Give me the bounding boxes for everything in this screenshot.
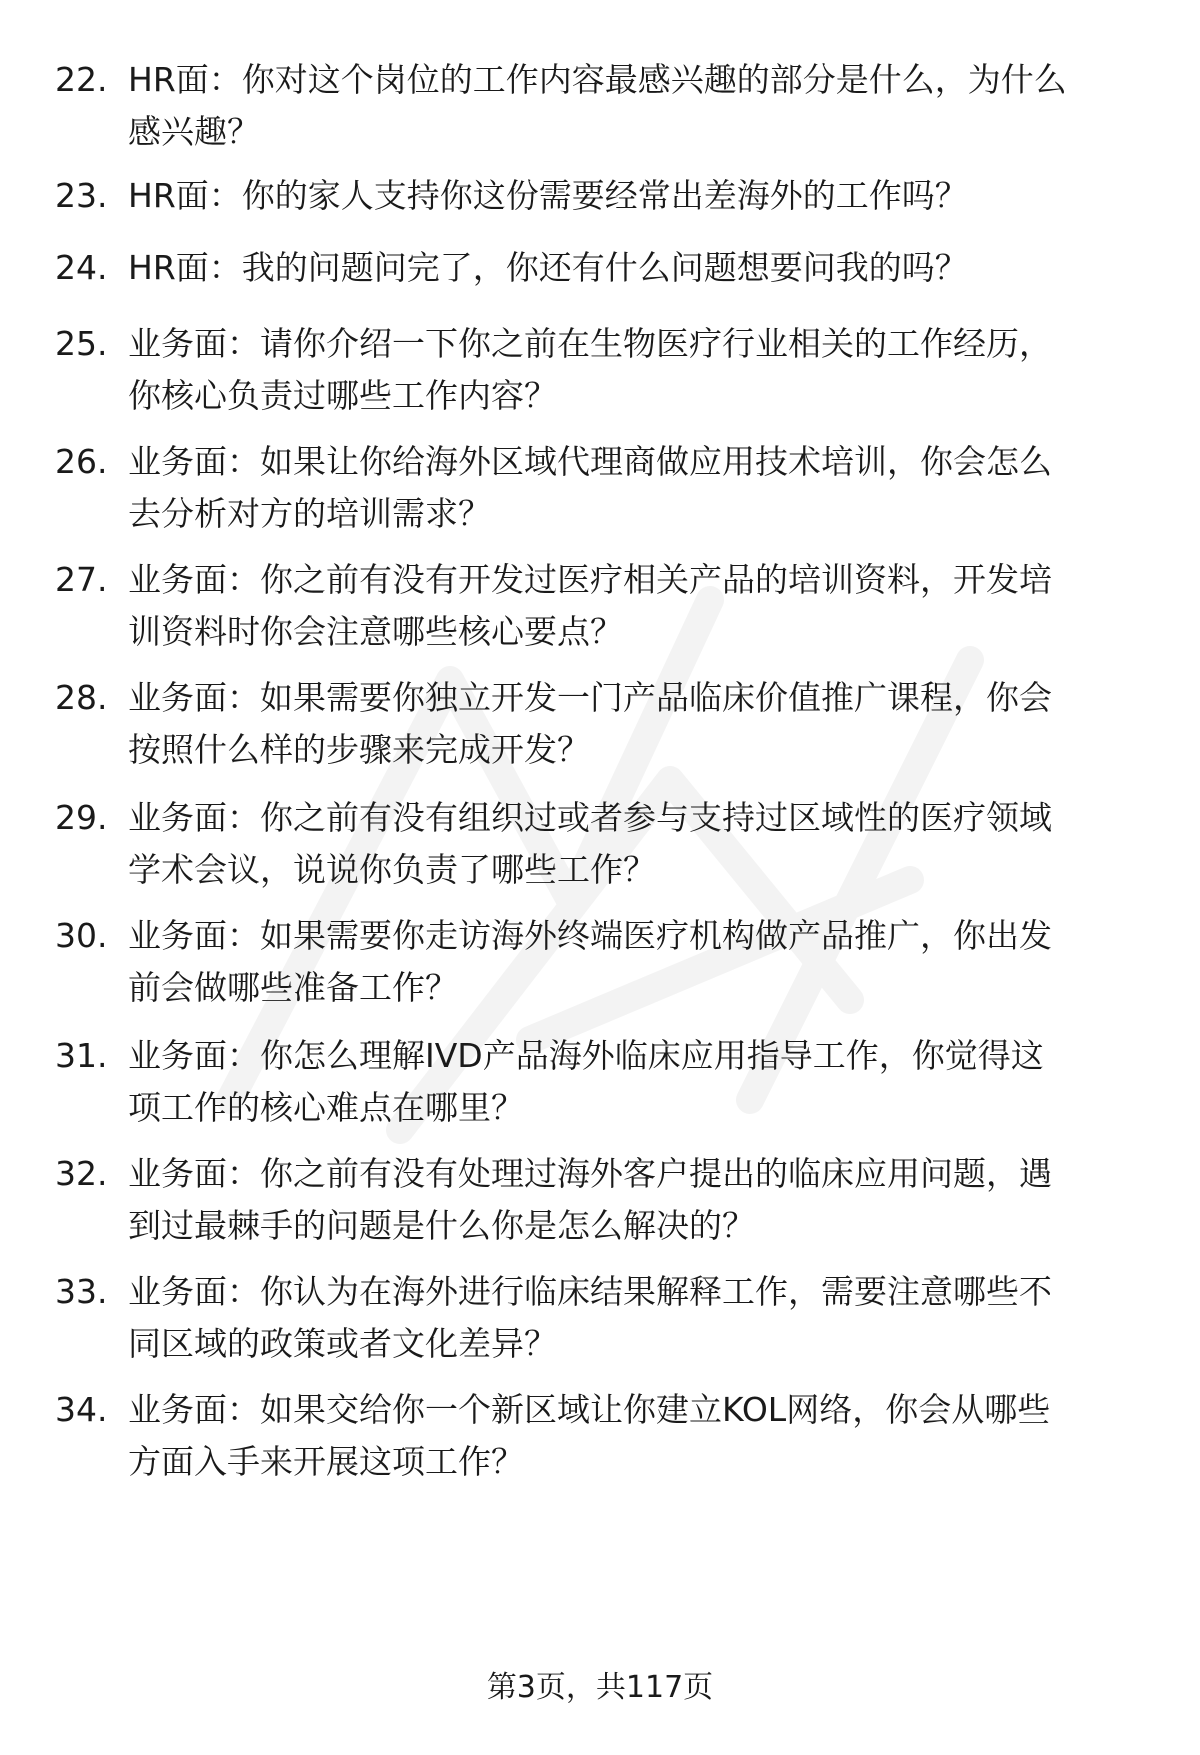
question-number: 33.: [55, 1272, 108, 1311]
question-text: [128, 54, 1148, 158]
question-line: 学术会议，说说你负责了哪些工作？: [128, 850, 656, 889]
question-number: 27.: [55, 560, 108, 599]
question-line: HR面：你对这个岗位的工作内容最感兴趣的部分是什么，为什么: [128, 60, 1067, 99]
question-line: 感兴趣？: [128, 112, 260, 151]
question-line: 方面入手来开展这项工作？: [128, 1442, 524, 1481]
page-number-footer: 第3页，共117页: [486, 1670, 714, 1705]
question-line: 到过最棘手的问题是什么你是怎么解决的？: [128, 1206, 755, 1245]
question-line: 你核心负责过哪些工作内容？: [128, 376, 557, 415]
question-number: 28.: [55, 678, 108, 717]
question-text: [128, 1030, 1148, 1134]
question-line: 业务面：如果需要你独立开发一门产品临床价值推广课程，你会: [128, 678, 1052, 717]
question-text: [128, 554, 1148, 658]
question-line: 按照什么样的步骤来完成开发？: [128, 730, 590, 769]
question-line: 业务面：如果让你给海外区域代理商做应用技术培训，你会怎么: [128, 442, 1052, 481]
question-number: 24.: [55, 248, 108, 287]
question-line: HR面：我的问题问完了，你还有什么问题想要问我的吗？: [128, 248, 968, 287]
question-number: 31.: [55, 1036, 108, 1075]
question-line: 业务面：你怎么理解IVD产品海外临床应用指导工作，你觉得这: [128, 1036, 1044, 1075]
question-number: 29.: [55, 798, 108, 837]
question-line: 业务面：请你介绍一下你之前在生物医疗行业相关的工作经历，: [128, 324, 1052, 363]
question-text: [128, 1384, 1148, 1488]
question-number: 34.: [55, 1390, 108, 1429]
question-line: 业务面：如果需要你走访海外终端医疗机构做产品推广，你出发: [128, 916, 1052, 955]
question-text: [128, 318, 1148, 422]
question-line: 业务面：如果交给你一个新区域让你建立KOL网络，你会从哪些: [128, 1390, 1051, 1429]
question-line: 业务面：你之前有没有开发过医疗相关产品的培训资料，开发培: [128, 560, 1052, 599]
question-number: 25.: [55, 324, 108, 363]
question-text: [128, 436, 1148, 540]
question-line: 前会做哪些准备工作？: [128, 968, 458, 1007]
question-text: [128, 170, 1148, 222]
question-line: 业务面：你之前有没有处理过海外客户提出的临床应用问题，遇: [128, 1154, 1052, 1193]
question-text: [128, 1148, 1148, 1252]
question-line: 项工作的核心难点在哪里？: [128, 1088, 524, 1127]
question-text: [128, 910, 1148, 1014]
question-number: 23.: [55, 176, 108, 215]
question-line: HR面：你的家人支持你这份需要经常出差海外的工作吗？: [128, 176, 968, 215]
question-line: 同区域的政策或者文化差异？: [128, 1324, 557, 1363]
question-text: [128, 1266, 1148, 1370]
question-text: [128, 242, 1148, 294]
question-text: [128, 792, 1148, 896]
question-number: 32.: [55, 1154, 108, 1193]
question-text: [128, 672, 1148, 776]
question-line: 去分析对方的培训需求？: [128, 494, 491, 533]
question-number: 22.: [55, 60, 108, 99]
question-line: 业务面：你认为在海外进行临床结果解释工作，需要注意哪些不: [128, 1272, 1052, 1311]
question-number: 26.: [55, 442, 108, 481]
question-number: 30.: [55, 916, 108, 955]
question-line: 训资料时你会注意哪些核心要点？: [128, 612, 623, 651]
question-line: 业务面：你之前有没有组织过或者参与支持过区域性的医疗领域: [128, 798, 1052, 837]
